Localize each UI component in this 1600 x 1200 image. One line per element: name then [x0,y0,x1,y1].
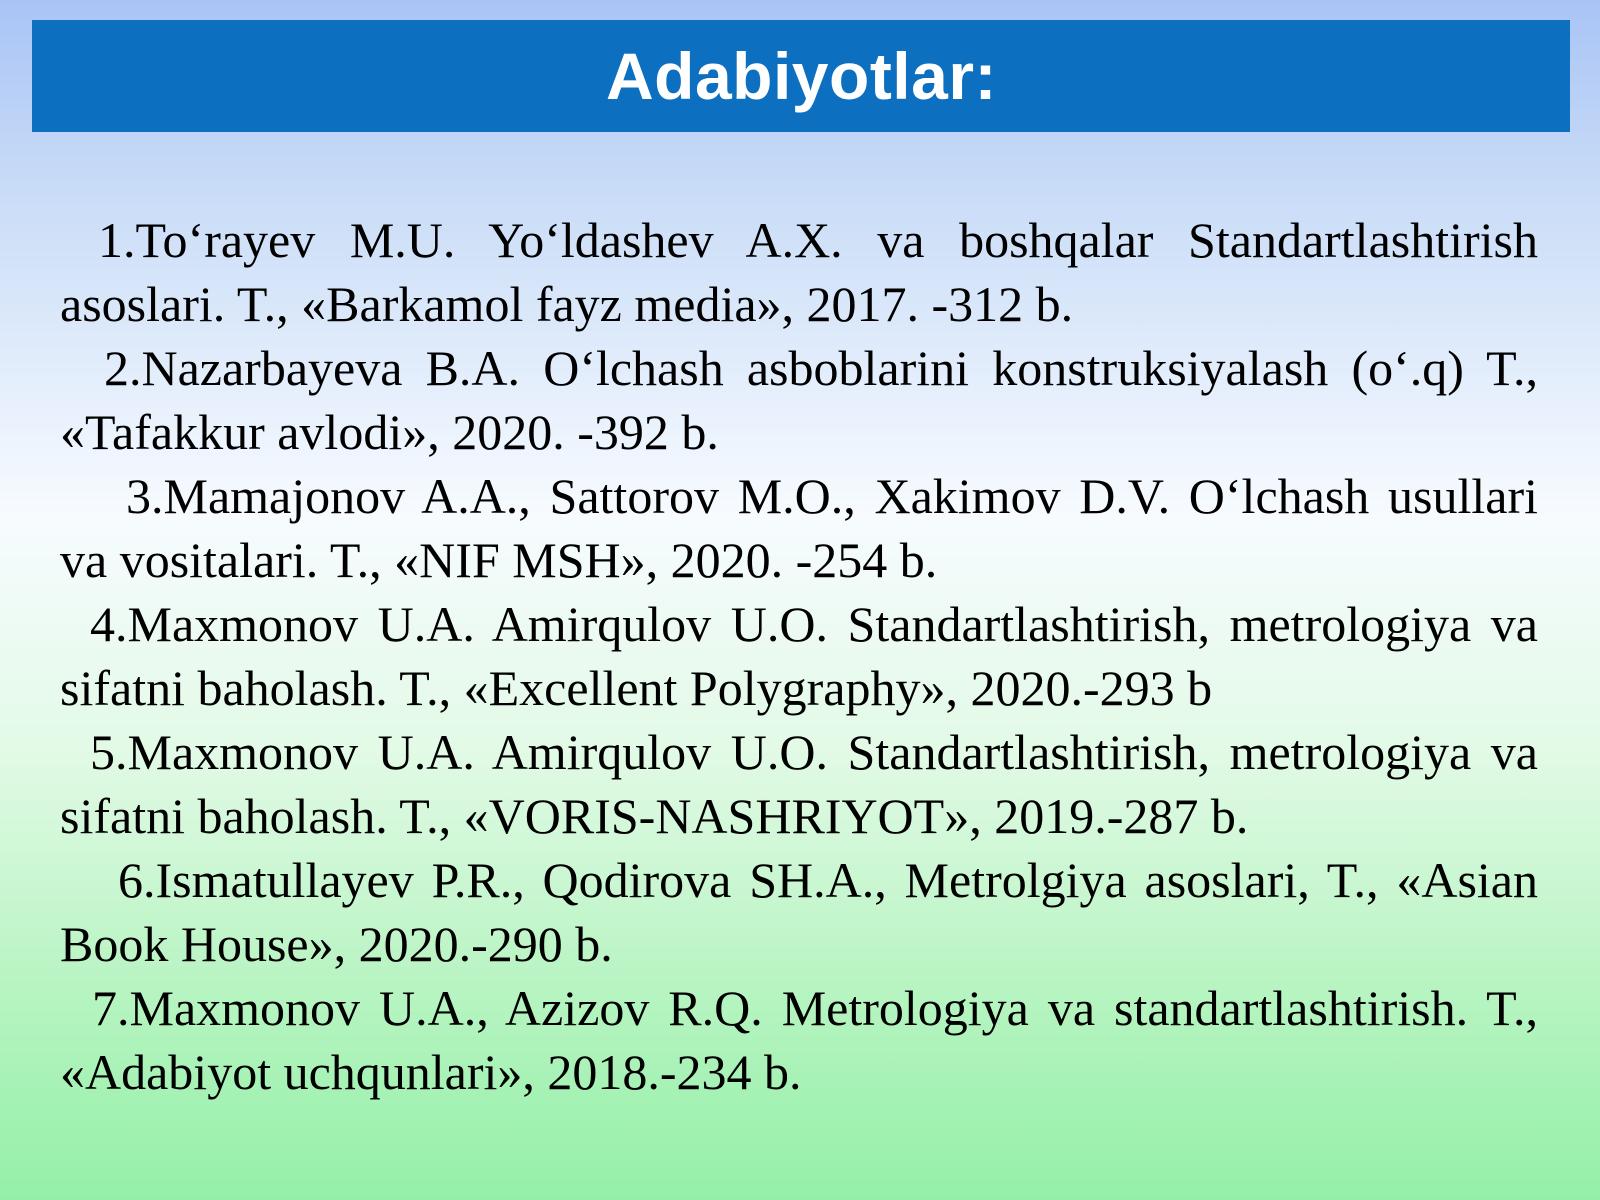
title-banner [32,20,1570,132]
reference-list [60,208,1538,1104]
reference-item: 5.Maxmonov U.A. Amirqulov U.O. Standartlashtirish, metrologiya va sifatni baholash. T., «VORIS-NASHRIYOT», 2019.-287 b. [60,724,1538,844]
reference-item: 6.Ismatullayev P.R., Qodirova SH.A., Metrolgiya asoslari, T., «Asian Book House», 2020.-290 b. [60,852,1538,972]
slide-title: Adabiyotlar: [605,39,998,113]
reference-item: 1.To‘rayev M.U. Yo‘ldashev A.X. va boshqalar Standartlashtirish asoslari. T., «Barkamol fayz media», 2017. -312 b. [60,212,1538,332]
reference-item: 4.Maxmonov U.A. Amirqulov U.O. Standartlashtirish, metrologiya va sifatni baholash. T., «Excellent Polygraphy», 2020.-293 b [60,596,1538,716]
reference-item: 2.Nazarbayeva B.A. O‘lchash asboblarini konstruksiyalash (o‘.q) T., «Tafakkur avlodi», 2020. -392 b. [60,340,1538,460]
reference-item: 7.Maxmonov U.A., Azizov R.Q. Metrologiya va standartlashtirish. T., «Adabiyot uchqunlari», 2018.-234 b. [60,980,1538,1100]
reference-item: 3.Mamajonov A.A., Sattorov M.O., Xakimov D.V. O‘lchash usullari va vositalari. T., «NIF MSH», 2020. -254 b. [60,468,1538,588]
